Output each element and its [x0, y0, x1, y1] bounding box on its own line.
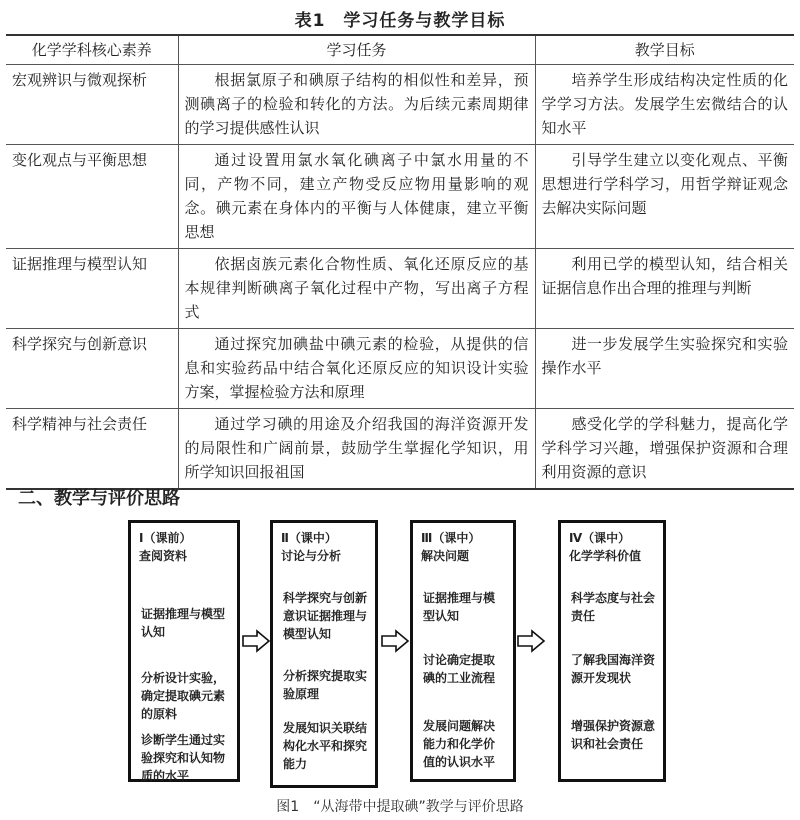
- literacy-cell: 科学精神与社会责任: [6, 409, 178, 490]
- stage-item: 诊断学生通过实验探究和认知物质的水平: [141, 733, 226, 783]
- column-header: 教学目标: [535, 35, 794, 65]
- table-title: 表1 学习任务与教学目标: [294, 11, 506, 31]
- column-header: 学习任务: [178, 35, 535, 65]
- task-cell: 依据卤族元素化合物性质、氧化还原反应的基本规律判断碘离子氧化过程中产物，写出离子方程式: [178, 249, 535, 329]
- goal-cell: 进一步发展学生实验探究和实验操作水平: [535, 329, 794, 409]
- stage-name: 查阅资料: [139, 549, 188, 563]
- table-row: [6, 145, 794, 249]
- stage-item: 分析设计实验，确定提取碘元素的原料: [141, 671, 226, 721]
- table-row: [6, 249, 794, 329]
- stage-name: 化学学科价值: [569, 549, 642, 563]
- right-arrow-icon: [380, 629, 410, 653]
- task-cell: 根据氯原子和碘原子结构的相似性和差异，预测碘离子的检验和转化的方法。为后续元素周期律的学习提供感性认识: [178, 65, 535, 145]
- right-arrow-icon: [241, 629, 271, 653]
- table-row: [6, 65, 794, 145]
- stage-number: Ⅰ（课前）: [139, 531, 192, 545]
- stage-item: 科学探究与创新意识证据推理与模型认知: [283, 591, 368, 641]
- stage-item: 发展问题解决能力和化学价值的认识水平: [423, 719, 496, 769]
- stage-box-4: [558, 520, 666, 782]
- literacy-cell: 变化观点与平衡思想: [6, 145, 178, 249]
- stage-item: 证据推理与模型认知: [141, 607, 226, 639]
- stage-item: 发展知识关联结构化水平和探究能力: [283, 721, 368, 771]
- table-header-row: [6, 35, 794, 65]
- goal-cell: 引导学生建立以变化观点、平衡思想进行学科学习，用哲学辩证观念去解决实际问题: [535, 145, 794, 249]
- goal-cell: 感受化学的学科魅力，提高化学学科学习兴趣，增强保护资源和合理利用资源的意识: [535, 409, 794, 490]
- figure-caption: 图1 “从海带中提取碘”教学与评价思路: [276, 799, 524, 815]
- stage-box-3: [410, 520, 516, 782]
- stage-number: Ⅳ（课中）: [569, 531, 631, 545]
- task-cell: 通过探究加碘盐中碘元素的检验，从提供的信息和实验药品中结合氧化还原反应的知识设计实验方案，掌握检验方法和原理: [178, 329, 535, 409]
- stage-item: 科学态度与社会责任: [571, 591, 656, 623]
- stage-item: 分析探究提取实验原理: [283, 669, 368, 701]
- task-cell: 通过学习碘的用途及介绍我国的海洋资源开发的局限性和广阔前景，鼓励学生掌握化学知识，用所学知识回报祖国: [178, 409, 535, 490]
- section-heading: 二、教学与评价思路: [18, 488, 180, 509]
- table-row: [6, 409, 794, 490]
- stage-item: 证据推理与模型认知: [423, 591, 496, 623]
- stage-name: 讨论与分析: [281, 549, 342, 563]
- literacy-cell: 科学探究与创新意识: [6, 329, 178, 409]
- task-cell: 通过设置用氯水氧化碘离子中氯水用量的不同，产物不同，建立产物受反应物用量影响的观念。碘元素在身体内的平衡与人体健康，建立平衡思想: [178, 145, 535, 249]
- stage-number: Ⅱ（课中）: [281, 531, 337, 545]
- stage-box-1: [128, 520, 240, 782]
- stage-item: 了解我国海洋资源开发现状: [571, 653, 656, 685]
- goal-cell: 培养学生形成结构决定性质的化学学习方法。发展学生宏微结合的认知水平: [535, 65, 794, 145]
- stage-name: 解决问题: [421, 549, 470, 563]
- stage-item: 讨论确定提取碘的工业流程: [423, 653, 496, 685]
- stage-number: Ⅲ（课中）: [421, 531, 481, 545]
- stage-box-2: [270, 520, 378, 788]
- column-header: 化学学科核心素养: [6, 35, 178, 65]
- literacy-cell: 证据推理与模型认知: [6, 249, 178, 329]
- right-arrow-icon: [516, 629, 546, 653]
- literacy-cell: 宏观辨识与微观探析: [6, 65, 178, 145]
- table-row: [6, 329, 794, 409]
- stage-item: 增强保护资源意识和社会责任: [571, 719, 656, 751]
- goals-table: [6, 34, 794, 490]
- goal-cell: 利用已学的模型认知，结合相关证据信息作出合理的推理与判断: [535, 249, 794, 329]
